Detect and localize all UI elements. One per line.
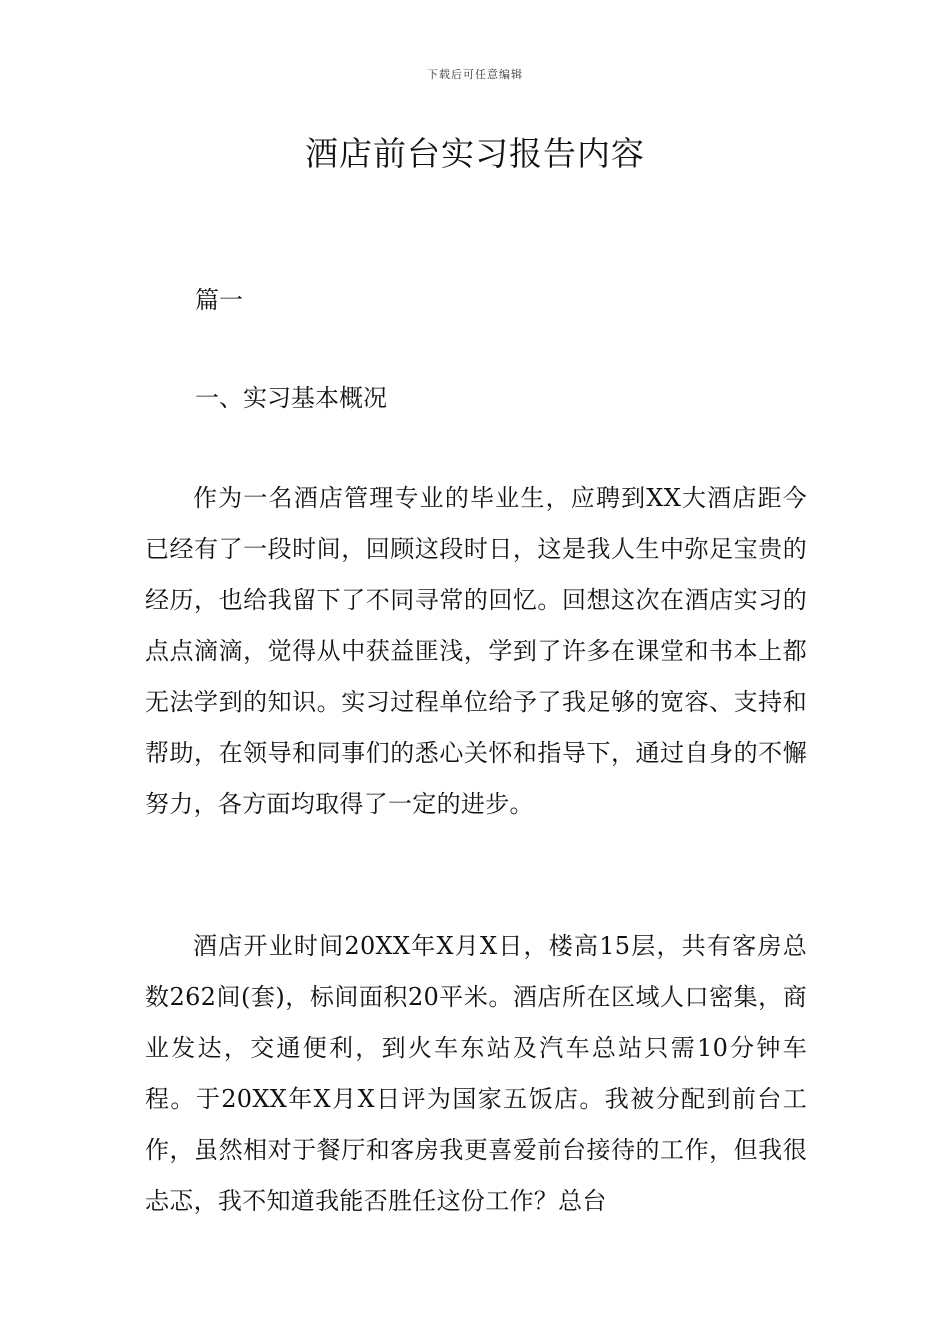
- document-title: 酒店前台实习报告内容: [305, 134, 645, 173]
- body-paragraph: 作为一名酒店管理专业的毕业生，应聘到XX大酒店距今已经有了一段时间，回顾这段时日，这是我人生中弥足宝贵的经历，也给我留下了不同寻常的回忆。回想这次在酒店实习的点点滴滴，觉得从中获益匪浅，学到了许多在课堂和书本上都无法学到的知识。实习过程单位给予了我足够的宽容、支持和帮助，在领导和同事们的悉心关怀和指导下，通过自身的不懈努力，各方面均取得了一定的进步。: [145, 484, 807, 818]
- header-note: 下载后可任意编辑: [427, 68, 523, 81]
- section-heading: 一、实习基本概况: [195, 384, 387, 412]
- body-paragraph: 酒店开业时间20XX年X月X日，楼高15层，共有客房总数262间(套)，标间面积20平米。酒店所在区域人口密集，商业发达，交通便利，到火车东站及汽车总站只需10分钟车程。于20XX年X月X日评为国家五饭店。我被分配到前台工作，虽然相对于餐厅和客房我更喜爱前台接待的工作，但我很忐忑，我不知道我能否胜任这份工作？总台: [145, 932, 807, 1215]
- part-label: 篇一: [195, 286, 243, 314]
